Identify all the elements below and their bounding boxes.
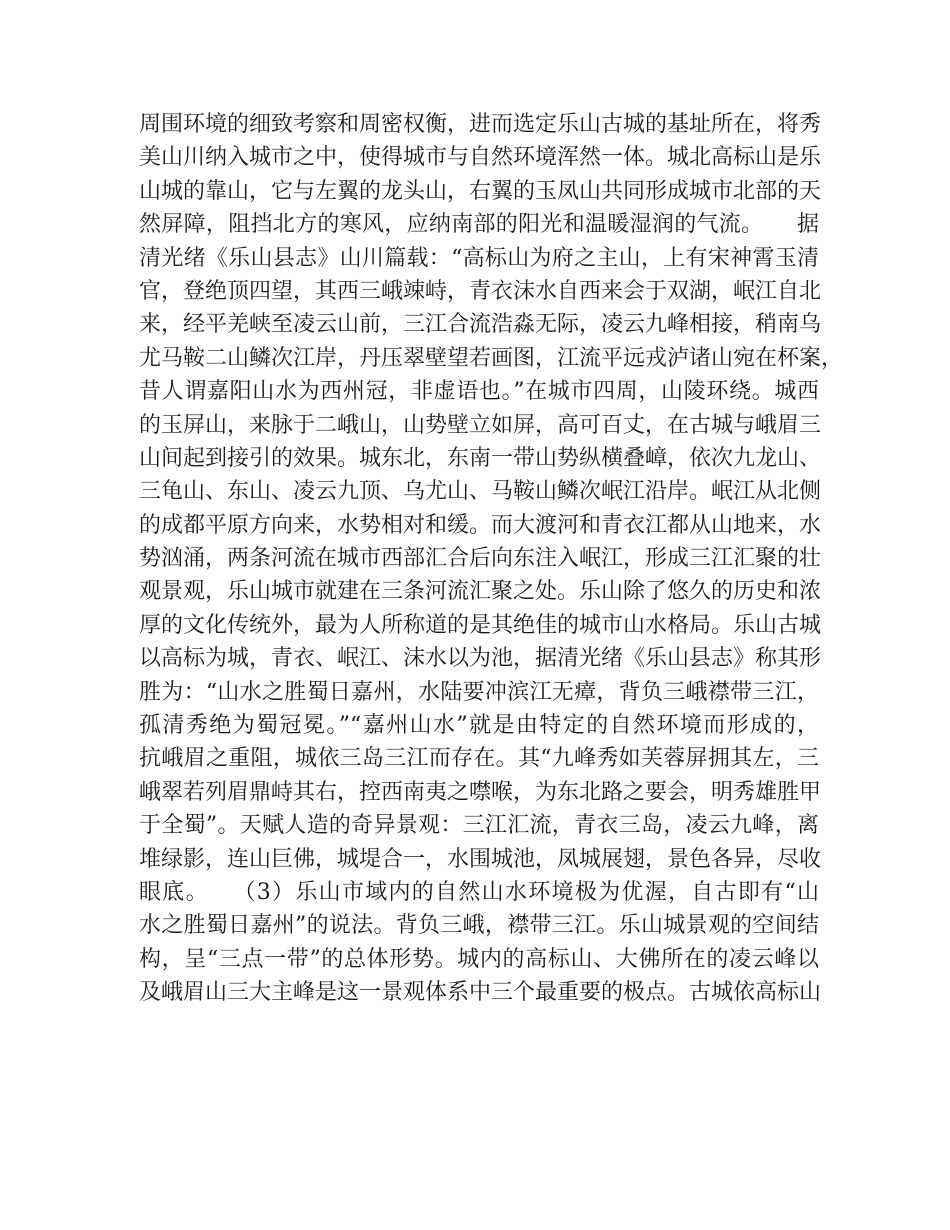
- text-line: 胜为：“山水之胜蜀日嘉州，水陆要冲滨江无瘴，背负三峨襟带三江，: [139, 679, 819, 705]
- text-line: 堆绿影，连山巨佛，城堤合一，水围城池，凤城展翅，景色各异，尽收: [139, 846, 822, 872]
- text-line: 以高标为城，青衣、岷江、沫水以为池，据清光绪《乐山县志》称其形: [139, 646, 822, 672]
- text-line: 及峨眉山三大主峰是这一景观体系中三个最重要的极点。古城依高标山: [139, 980, 822, 1006]
- text-line: 抗峨眉之重阻，城依三岛三江而存在。其“九峰秀如芙蓉屏拥其左，三: [139, 746, 819, 772]
- text-line: 清光绪《乐山县志》山川篇载：“高标山为府之主山，上有宋神霄玉清: [139, 245, 819, 271]
- text-line: 山间起到接引的效果。城东北，东南一带山势纵横叠嶂，依次九龙山、: [139, 445, 822, 471]
- text-line: 眼底。 （3）乐山市域内的自然山水环境极为优渥，自古即有“山: [139, 879, 819, 905]
- text-line: 昔人谓嘉阳山水为西州冠，非虚语也。”在城市四周，山陵环绕。城西: [139, 379, 819, 405]
- text-line: 三龟山、东山、凌云九顶、乌尤山、马鞍山鳞次岷江沿岸。岷江从北侧: [139, 479, 822, 505]
- text-line: 美山川纳入城市之中，使得城市与自然环境浑然一体。城北高标山是乐: [139, 145, 822, 171]
- text-line: 的成都平原方向来，水势相对和缓。而大渡河和青衣江都从山地来，水: [139, 512, 822, 538]
- text-line: 山城的靠山，它与左翼的龙头山，右翼的玉凤山共同形成城市北部的天: [139, 178, 822, 204]
- text-line: 的玉屏山，来脉于二峨山，山势壁立如屏，高可百丈，在古城与峨眉三: [139, 412, 822, 438]
- text-line: 峨翠若列眉鼎峙其右，控西南夷之噤喉，为东北路之要会，明秀雄胜甲: [139, 779, 822, 805]
- text-line: 官，登绝顶四望，其西三峨竦峙，青衣沫水自西来会于双湖，岷江自北: [139, 278, 822, 304]
- text-line: 构，呈“三点一带”的总体形势。城内的高标山、大佛所在的凌云峰以: [139, 946, 819, 972]
- text-line: 厚的文化传统外，最为人所称道的是其绝佳的城市山水格局。乐山古城: [139, 612, 822, 638]
- text-line: 尤马鞍二山鳞次江岸，丹压翠壁望若画图，江流平远戎泸诸山宛在杯案，: [139, 345, 844, 371]
- body-text: [139, 108, 844, 1010]
- text-line: 来，经平羌峡至凌云山前，三江合流浩淼无际，凌云九峰相接，稍南乌: [139, 312, 822, 338]
- text-line: 孤清秀绝为蜀冠冕。”“嘉州山水”就是由特定的自然环境而形成的，: [139, 713, 819, 739]
- text-line: 势汹涌，两条河流在城市西部汇合后向东注入岷江，形成三江汇聚的壮: [139, 546, 822, 572]
- text-line: 于全蜀”。天赋人造的奇异景观：三江汇流，青衣三岛，凌云九峰，离: [139, 813, 819, 839]
- text-line: 水之胜蜀日嘉州”的说法。背负三峨，襟带三江。乐山城景观的空间结: [139, 913, 819, 939]
- text-line: 然屏障，阻挡北方的寒风，应纳南部的阳光和温暖湿润的气流。 据: [139, 212, 819, 238]
- text-line: 周围环境的细致考察和周密权衡，进而选定乐山古城的基址所在，将秀: [139, 112, 822, 137]
- text-line: 观景观，乐山城市就建在三条河流汇聚之处。乐山除了悠久的历史和浓: [139, 579, 822, 605]
